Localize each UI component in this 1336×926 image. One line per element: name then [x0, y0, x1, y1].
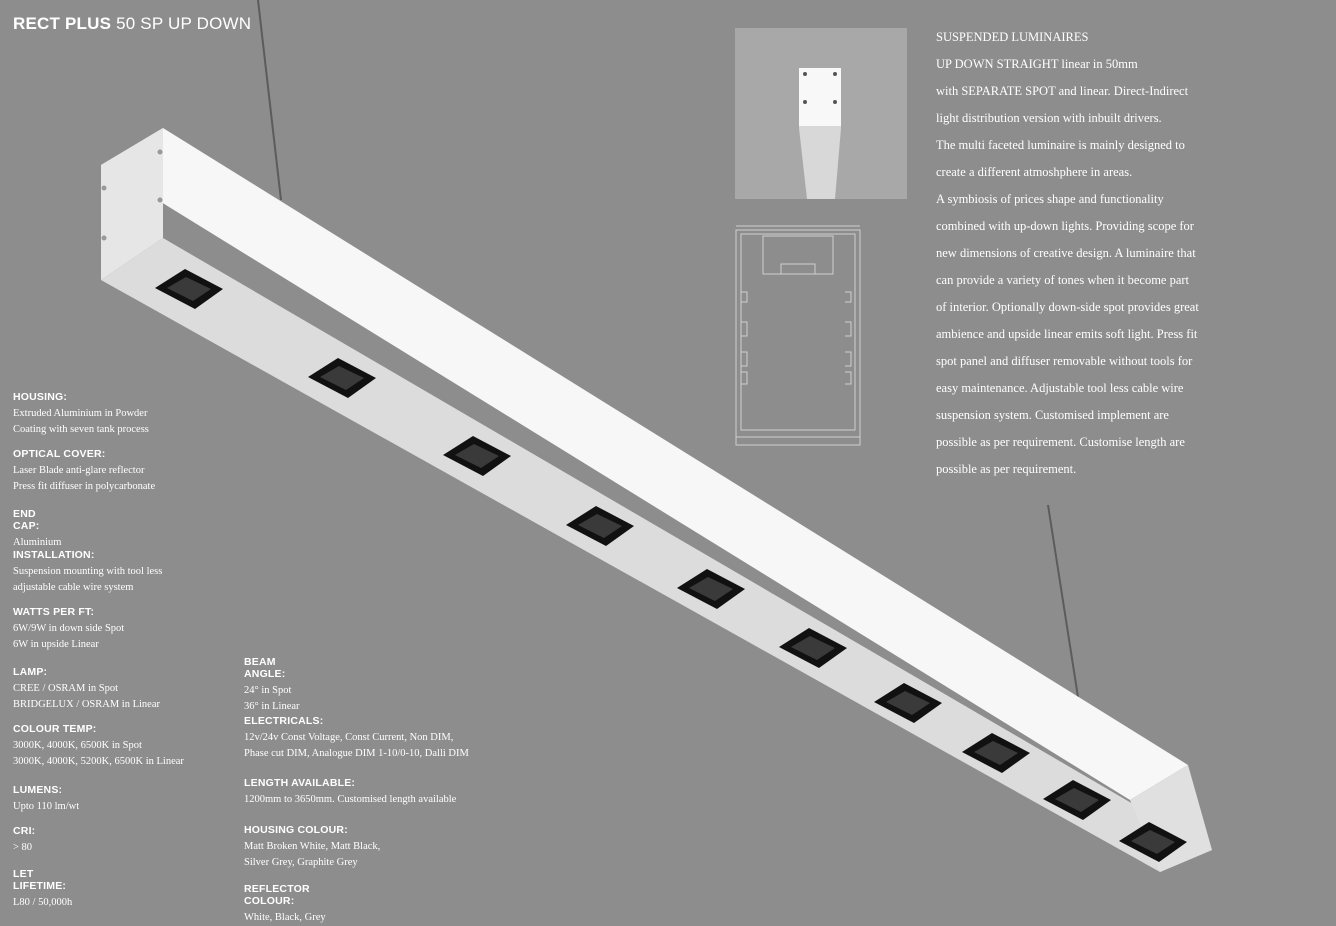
spec-block: [244, 824, 380, 871]
spec-heading: REFLECTOR COLOUR:: [244, 883, 310, 907]
spec-value: Laser Blade anti-glare reflector: [13, 465, 145, 476]
spec-heading: CRI:: [13, 825, 36, 837]
spec-heading: END CAP:: [13, 508, 40, 532]
spec-value: Phase cut DIM, Analogue DIM 1-10/0-10, Dalli DIM: [244, 748, 469, 759]
description-line: UP DOWN STRAIGHT linear in 50mm: [936, 57, 1138, 71]
description-line: of interior. Optionally down-side spot provides great: [936, 300, 1199, 314]
spec-block: [13, 825, 35, 856]
spec-block: [13, 508, 61, 551]
spec-block: [13, 391, 149, 438]
spec-value: Press fit diffuser in polycarbonate: [13, 481, 156, 492]
description-line: suspension system. Customised implement are: [936, 408, 1169, 422]
spec-heading: OPTICAL COVER:: [13, 448, 106, 460]
spec-heading: WATTS PER FT:: [13, 606, 95, 618]
spec-value: Coating with seven tank process: [13, 424, 149, 435]
section-drawing: [733, 222, 863, 448]
description-line: The multi faceted luminaire is mainly designed to: [936, 138, 1185, 152]
spec-block: [244, 656, 300, 715]
description-line: spot panel and diffuser removable without tools for: [936, 354, 1193, 368]
spec-heading: HOUSING:: [13, 391, 68, 403]
description-line: with SEPARATE SPOT and linear. Direct-Indirect: [936, 84, 1189, 98]
spec-heading: LAMP:: [13, 666, 48, 678]
spec-value: 6W/9W in down side Spot: [13, 623, 125, 634]
spec-heading: HOUSING COLOUR:: [244, 824, 348, 836]
description-line: new dimensions of creative design. A luminaire that: [936, 246, 1196, 260]
spec-heading: LUMENS:: [13, 784, 63, 796]
spec-block: [13, 666, 160, 713]
spec-value: 12v/24v Const Voltage, Const Current, Non DIM,: [244, 732, 454, 743]
spec-value: 24° in Spot: [244, 685, 292, 696]
spec-value: L80 / 50,000h: [13, 897, 73, 908]
suspension-wire-right: [1048, 505, 1078, 697]
spec-value: White, Black, Grey: [244, 912, 326, 923]
spec-heading: COLOUR TEMP:: [13, 723, 97, 735]
spec-block: [13, 723, 184, 770]
spec-heading: LET LIFETIME:: [13, 868, 67, 892]
description-line: combined with up-down lights. Providing scope for: [936, 219, 1194, 233]
spec-block: [13, 784, 79, 815]
product-variant: 50 SP UP DOWN: [116, 14, 252, 33]
spec-heading: BEAM ANGLE:: [244, 656, 286, 680]
description-line: create a different atmoshphere in areas.: [936, 165, 1133, 179]
spec-value: BRIDGELUX / OSRAM in Linear: [13, 699, 160, 710]
spec-heading: ELECTRICALS:: [244, 715, 324, 727]
spec-value: Suspension mounting with tool less: [13, 566, 163, 577]
description-line: easy maintenance. Adjustable tool less cable wire: [936, 381, 1184, 395]
spec-value: Matt Broken White, Matt Black,: [244, 841, 381, 852]
spec-value: Silver Grey, Graphite Grey: [244, 857, 358, 868]
description-line: SUSPENDED LUMINAIRES: [936, 30, 1089, 44]
product-name: RECT PLUS: [13, 14, 112, 33]
spec-heading: LENGTH AVAILABLE:: [244, 777, 356, 789]
spec-block: [13, 448, 155, 495]
spec-block: [244, 715, 469, 762]
description-line: ambience and upside linear emits soft light. Press fit: [936, 327, 1198, 341]
spec-block: [13, 868, 72, 911]
spec-value: > 80: [13, 842, 33, 853]
spec-value: Aluminium: [13, 537, 62, 548]
spec-value: CREE / OSRAM in Spot: [13, 683, 119, 694]
spec-value: Extruded Aluminium in Powder: [13, 408, 148, 419]
spec-value: 6W in upside Linear: [13, 639, 99, 650]
spec-value: 1200mm to 3650mm. Customised length available: [244, 794, 457, 805]
spec-block: [244, 777, 456, 808]
spec-block: [13, 549, 162, 596]
description-line: possible as per requirement. Customise length are: [936, 435, 1185, 449]
spec-value: Upto 110 lm/wt: [13, 801, 80, 812]
spec-value: 3000K, 4000K, 6500K in Spot: [13, 740, 142, 751]
description-line: light distribution version with inbuilt drivers.: [936, 111, 1162, 125]
spec-value: 3000K, 4000K, 5200K, 6500K in Linear: [13, 756, 184, 767]
description-line: possible as per requirement.: [936, 462, 1077, 476]
suspension-wire-left: [258, 0, 281, 200]
spec-value: adjustable cable wire system: [13, 582, 134, 593]
spec-value: 36° in Linear: [244, 701, 300, 712]
description-line: can provide a variety of tones when it become part: [936, 273, 1190, 287]
spec-heading: INSTALLATION:: [13, 549, 95, 561]
product-description: [936, 24, 1236, 483]
spec-block: [13, 606, 124, 653]
description-line: A symbiosis of prices shape and functionality: [936, 192, 1164, 206]
profile-photo: [735, 28, 907, 199]
